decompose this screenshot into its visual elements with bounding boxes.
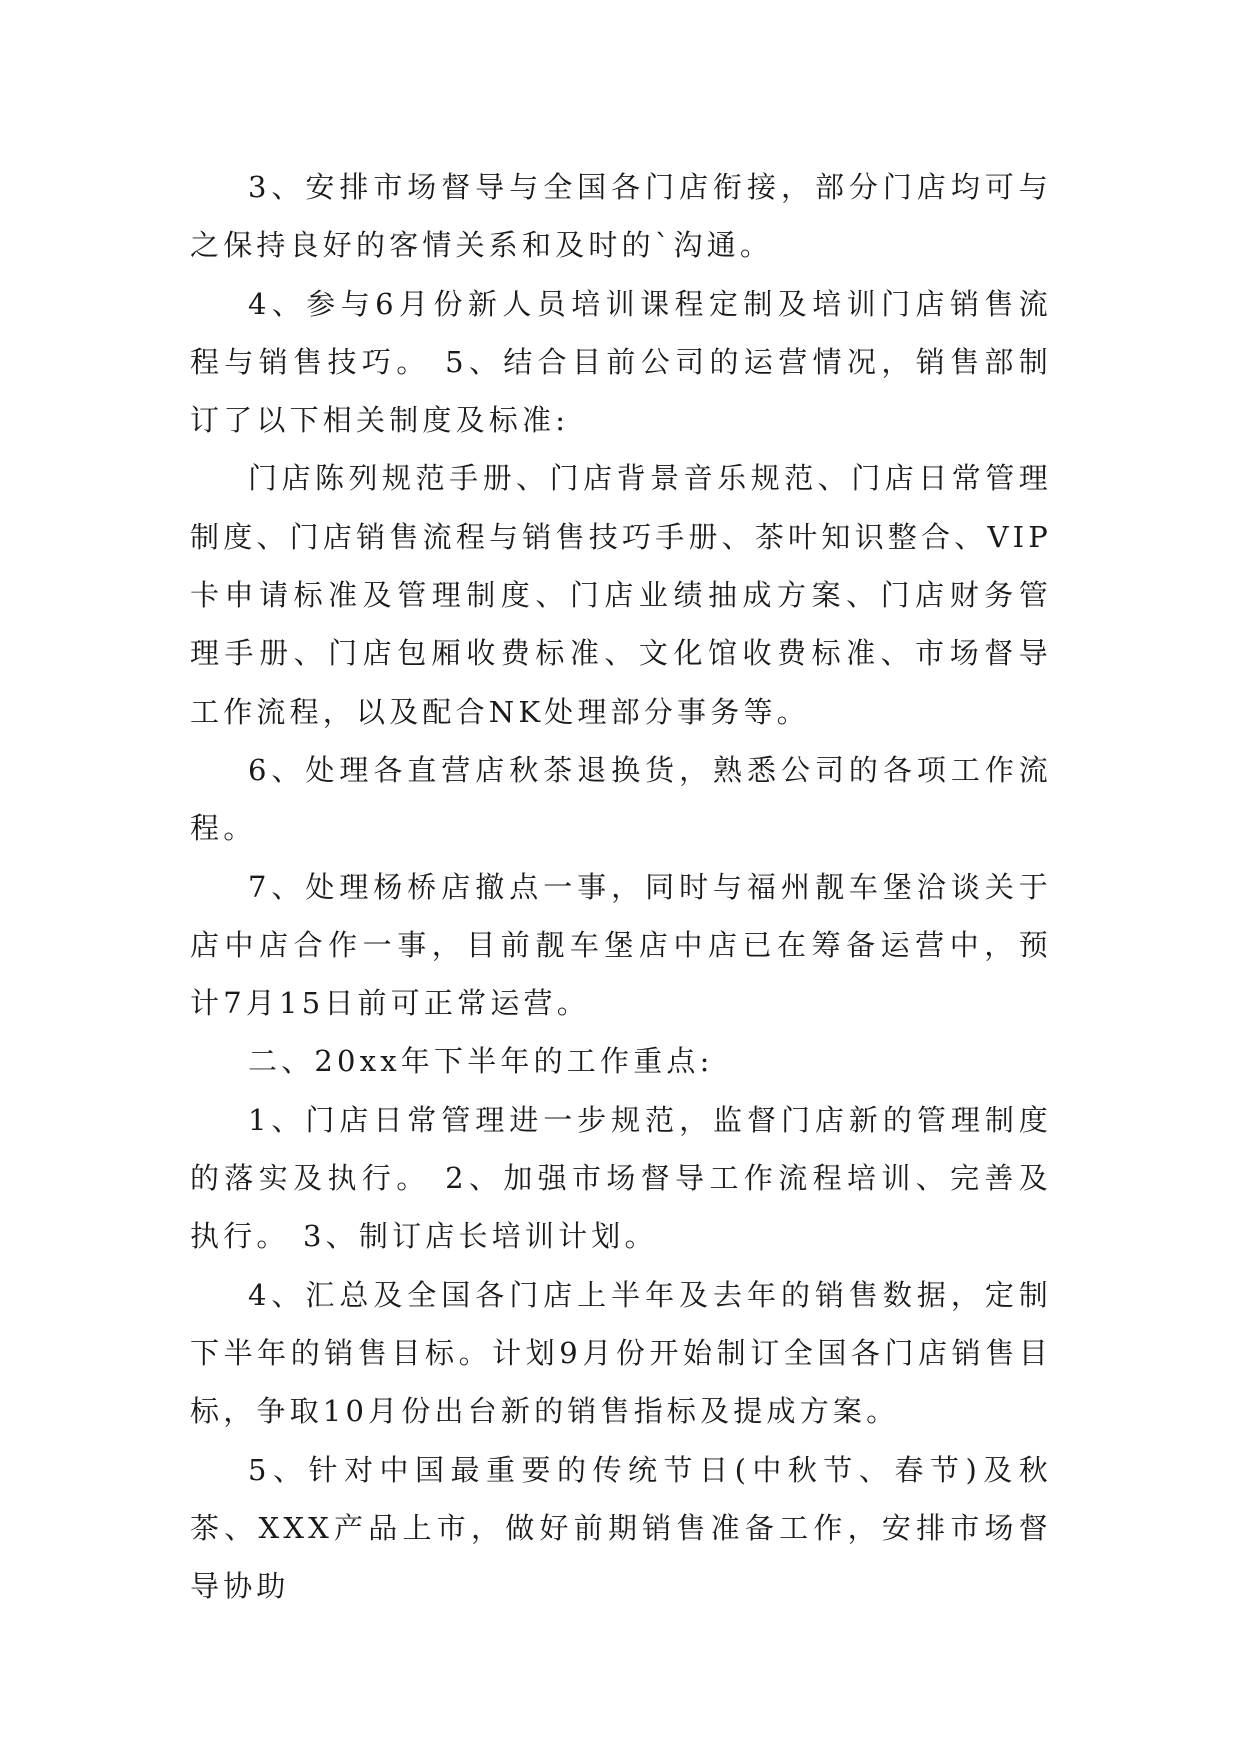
paragraph-focus-items-1-3: 1、门店日常管理进一步规范，监督门店新的管理制度的落实及执行。 2、加强市场督导工作流程培训、完善及执行。 3、制订店长培训计划。 xyxy=(190,1102,1052,1254)
paragraph-focus-item-5-holidays: 5、针对中国最重要的传统节日(中秋节、春节)及秋茶、XXX产品上市，做好前期销售准备工作，安排市场督导协助 xyxy=(190,1452,1052,1604)
paragraph-policy-list: 门店陈列规范手册、门店背景音乐规范、门店日常管理制度、门店销售流程与销售技巧手册、茶叶知识整合、VIP卡申请标准及管理制度、门店业绩抽成方案、门店财务管理手册、门店包厢收费标准、文化馆收费标准、市场督导工作流程，以及配合NK处理部分事务等。 xyxy=(190,461,1052,729)
document-body xyxy=(190,158,1052,1615)
paragraph-item-3-market-supervisor: 3、安排市场督导与全国各门店衔接，部分门店均可与之保持良好的客情关系和及时的`沟通。 xyxy=(190,170,1052,263)
paragraph-focus-item-4-sales-targets: 4、汇总及全国各门店上半年及去年的销售数据，定制下半年的销售目标。计划9月份开始制订全国各门店销售目标，争取10月份出台新的销售指标及提成方案。 xyxy=(190,1277,1052,1429)
paragraph-item-6-returns: 6、处理各直营店秋茶退换货，熟悉公司的各项工作流程。 xyxy=(190,752,1052,846)
section-heading-second-half-focus: 二、20xx年下半年的工作重点: xyxy=(248,1044,714,1079)
paragraph-item-4-5-training-and-policies: 4、参与6月份新人员培训课程定制及培训门店销售流程与销售技巧。 5、结合目前公司的运营情况，销售部制订了以下相关制度及标准: xyxy=(190,286,1052,438)
paragraph-item-7-store-in-store: 7、处理杨桥店撤点一事，同时与福州靓车堡洽谈关于店中店合作一事，目前靓车堡店中店已在筹备运营中，预计7月15日前可正常运营。 xyxy=(190,869,1052,1021)
